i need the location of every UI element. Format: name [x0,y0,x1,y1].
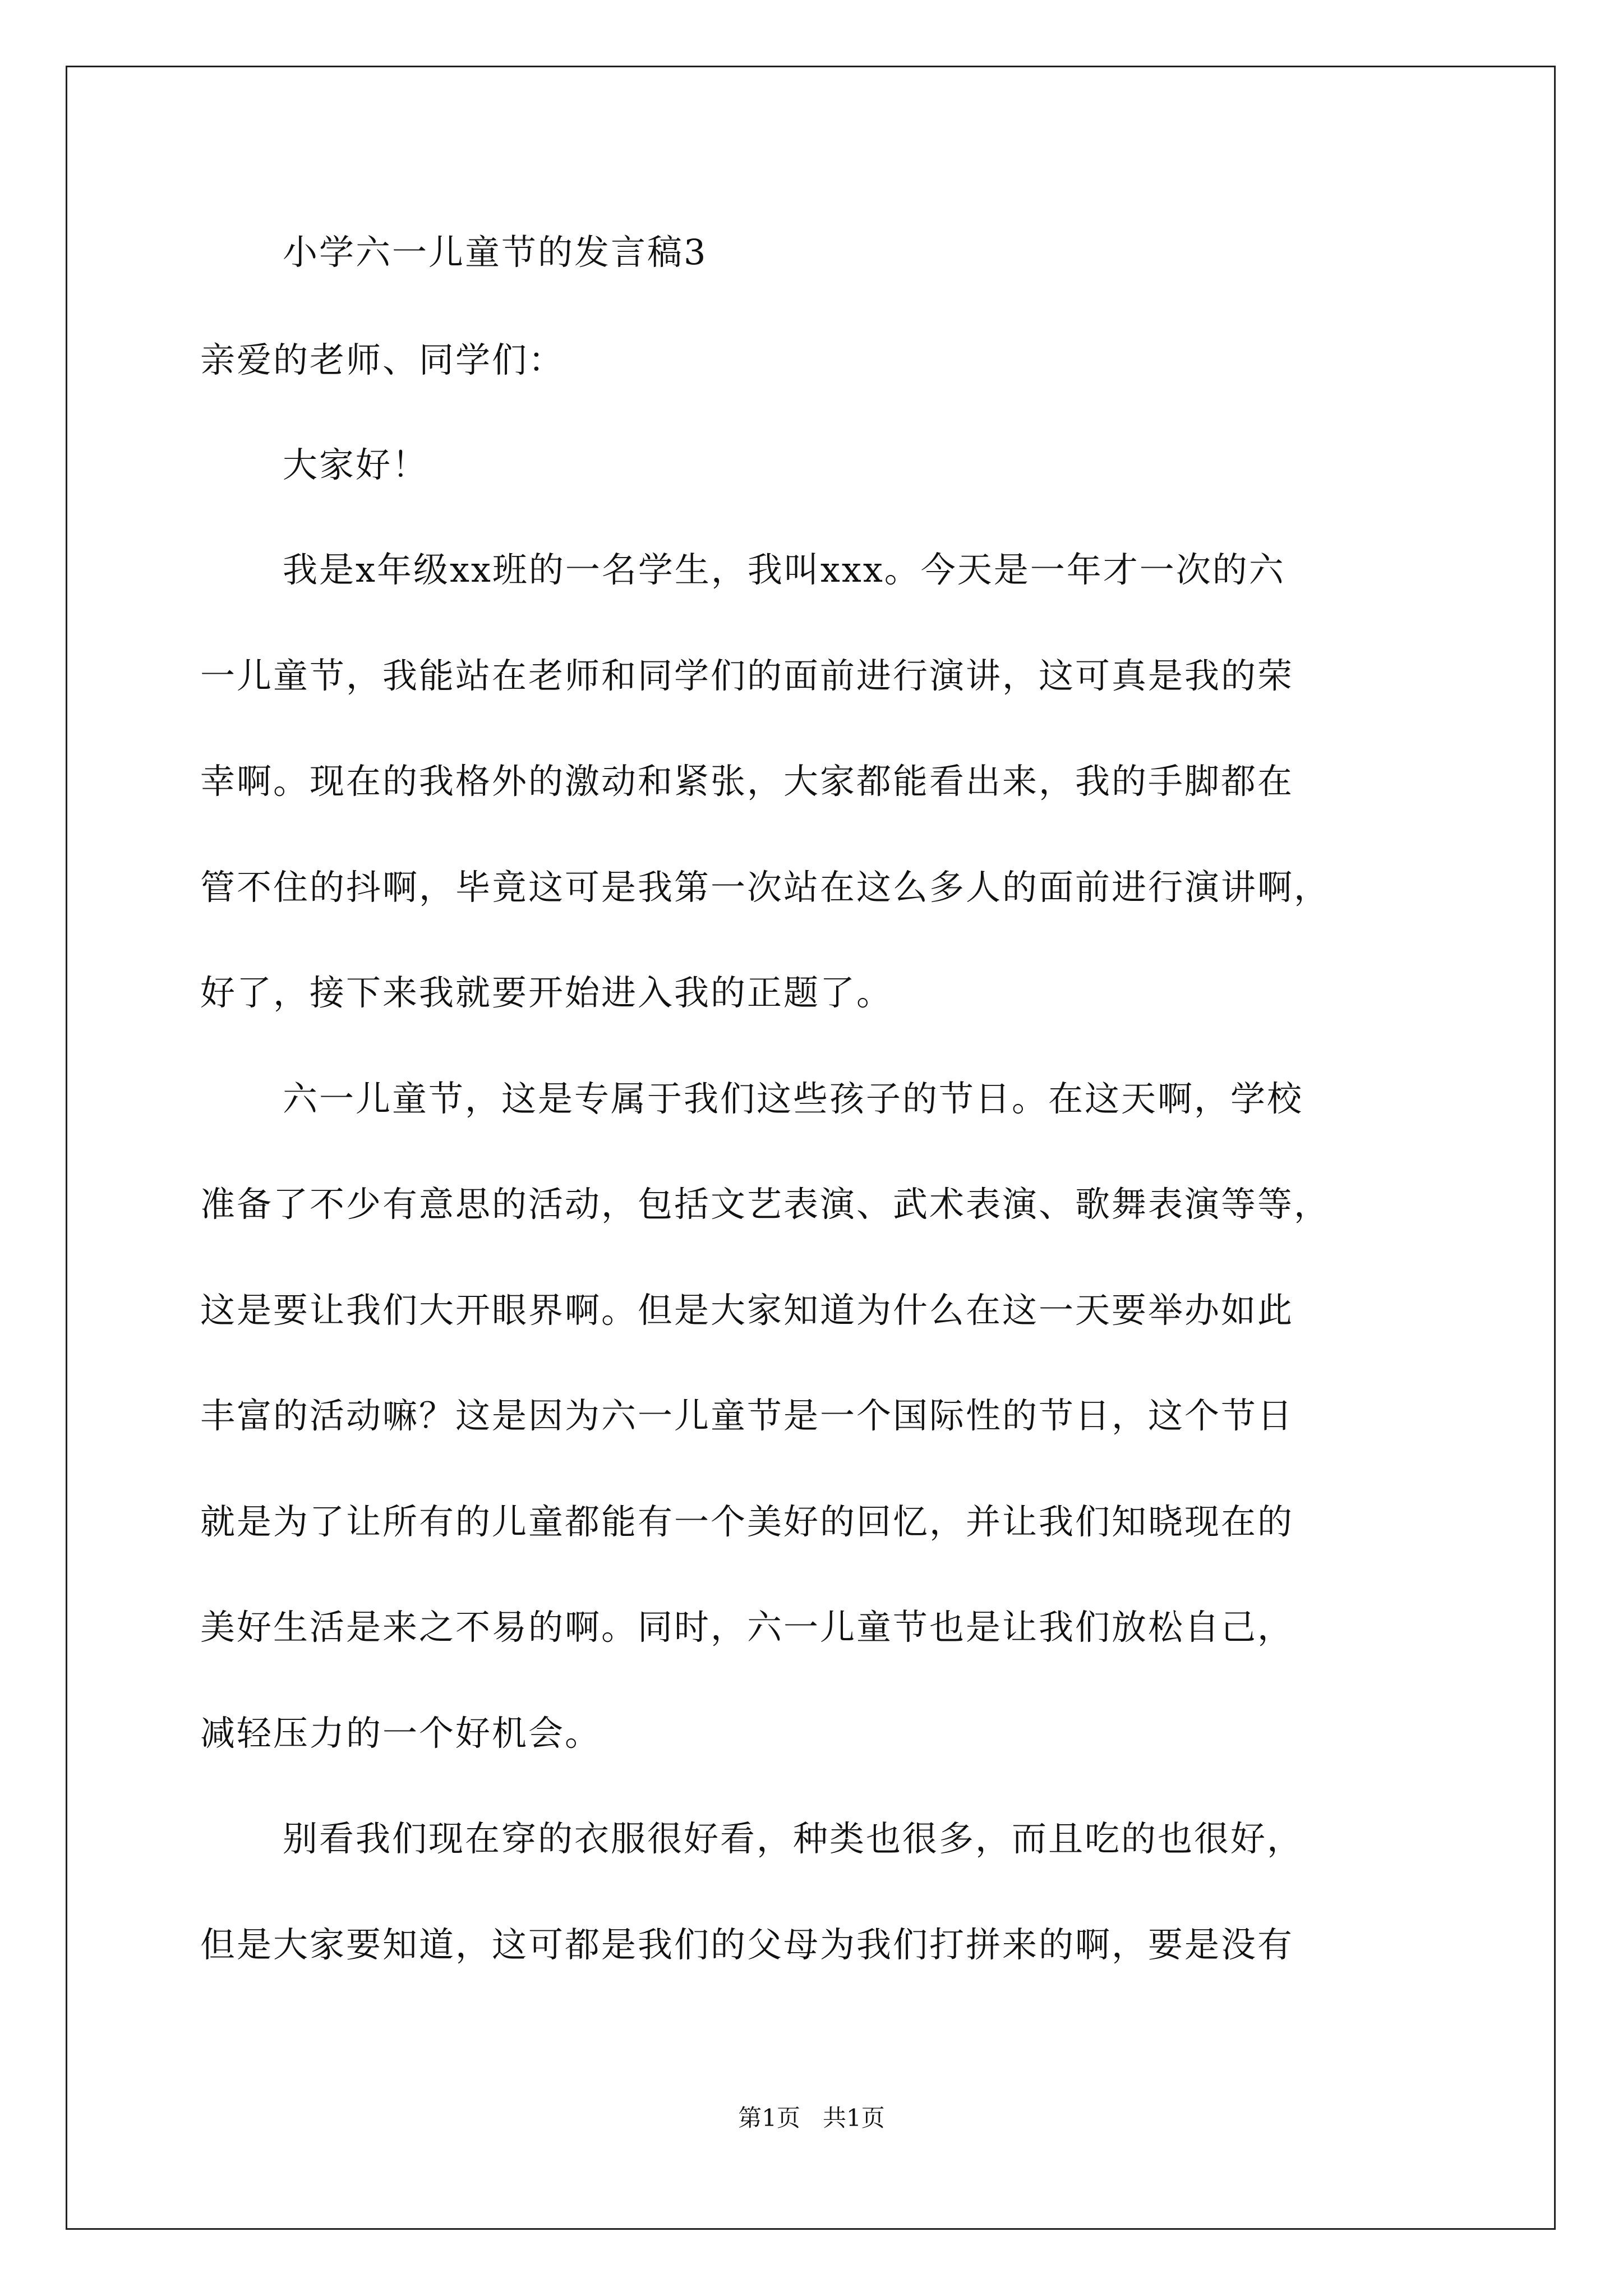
salutation: 亲爱的老师、同学们： [200,339,565,380]
page-total: 共1页 [823,2104,885,2132]
greeting: 大家好！ [283,444,429,485]
paragraph-1-line-4: 管不住的抖啊，毕竟这可是我第一次站在这么多人的面前进行演讲啊， [200,867,1331,908]
paragraph-2-line-7: 减轻压力的一个好机会。 [200,1713,602,1754]
paragraph-2-line-2: 准备了不少有意思的活动，包括文艺表演、武术表演、歌舞表演等等， [200,1184,1331,1225]
paragraph-3-line-2: 但是大家要知道，这可都是我们的父母为我们打拼来的啊，要是没有 [200,1924,1294,1965]
page-number: 第1页 [738,2104,800,2132]
paragraph-2-line-3: 这是要让我们大开眼界啊。但是大家知道为什么在这一天要举办如此 [200,1290,1294,1331]
paragraph-2-line-1: 六一儿童节，这是专属于我们这些孩子的节日。在这天啊，学校 [283,1078,1304,1119]
paragraph-1-line-2: 一儿童节，我能站在老师和同学们的面前进行演讲，这可真是我的荣 [200,655,1294,696]
page-footer [0,2102,1623,2134]
paragraph-2-line-6: 美好生活是来之不易的啊。同时，六一儿童节也是让我们放松自己， [200,1607,1294,1648]
paragraph-1-line-5: 好了，接下来我就要开始进入我的正题了。 [200,972,893,1013]
paragraph-1-line-3: 幸啊。现在的我格外的激动和紧张，大家都能看出来，我的手脚都在 [200,761,1294,802]
paragraph-2-line-5: 就是为了让所有的儿童都能有一个美好的回忆，并让我们知晓现在的 [200,1501,1294,1542]
paragraph-1-line-1: 我是x年级xx班的一名学生，我叫xxx。今天是一年才一次的六 [283,549,1285,590]
document-title: 小学六一儿童节的发言稿3 [283,232,708,273]
page-border [66,66,1556,2230]
paragraph-3-line-1: 别看我们现在穿的衣服很好看，种类也很多，而且吃的也很好， [283,1818,1304,1859]
paragraph-2-line-4: 丰富的活动嘛？这是因为六一儿童节是一个国际性的节日，这个节日 [200,1395,1294,1436]
